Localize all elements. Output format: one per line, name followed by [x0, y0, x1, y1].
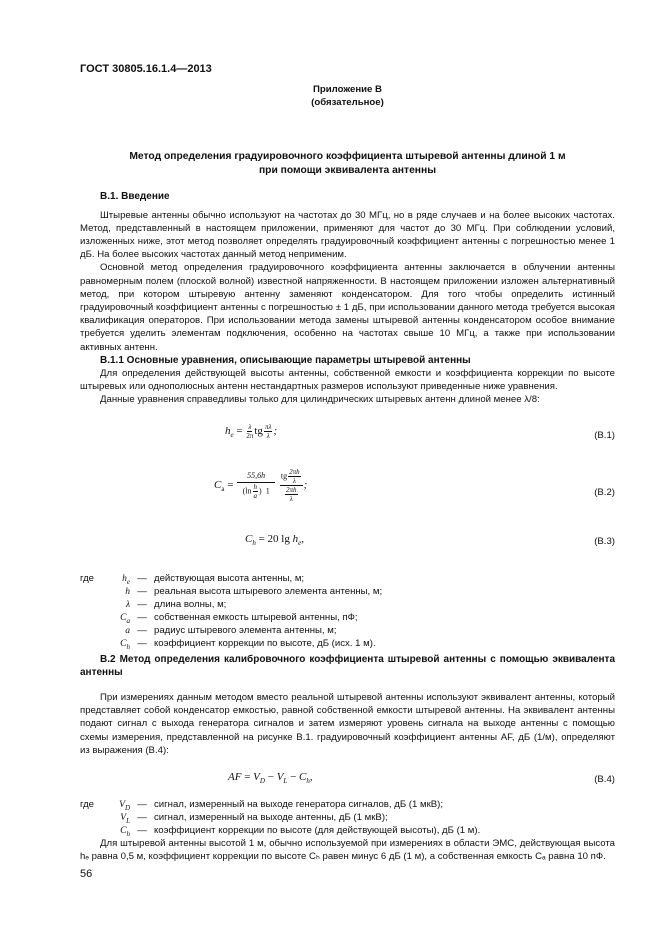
variable-item: $V_L$ — сигнал, измеренный на выходе антенны, дБ (1 мкВ); [80, 811, 615, 824]
section-b11-heading: В.1.1 Основные уравнения, описывающие параметры штыревой антенны [100, 354, 471, 366]
variable-description: сигнал, измеренный на выходе антенны, дБ (1 мкВ); [154, 812, 388, 824]
variable-item: $C_h$ — коэффициент коррекции по высоте, дБ (исх. 1 м). [80, 637, 615, 650]
variable-description: радиус штыревого элемента антенны, м; [154, 624, 337, 636]
equation-number: (В.2) [594, 486, 615, 498]
symbol: C [120, 611, 127, 623]
variable-description: коэффициент коррекции по высоте (для действующей высоты), дБ (1 м). [154, 825, 481, 837]
variable-item: h — реальная высота штыревого элемента антенны, м; [80, 585, 615, 598]
formula: $h_e$ = $\frac{\lambda}{2\pi}$ tg $\frac{\pi\lambda}{\lambda}$ ; [225, 422, 278, 440]
symbol: V [120, 812, 127, 824]
paragraph: При измерениях данным методом вместо реальной штыревой антенны используют эквивалент антенны, который представляет собой конденсатор емкостью, равной собственной емкости штыревой антенны. На эквивалент антенны подают сигнал с выхода генератора сигналов и затем измеряют уровень сигнала на выходе антенны с помощью схемы измерения, представленной на рисунке В.1. градуировочный коэффициент антенны AF, дБ (1/м), определяют из выражения (В.4): [80, 692, 615, 756]
where-label: где [80, 572, 95, 584]
paragraph: Основной метод определения градуировочного коэффициента антенны заключается в облучении антенны равномерным полем (плоской волной) известной напряженности. В настоящем приложении изложен альтернативный метод, при котором штыревую антенну заменяют конденсатором. Для того чтобы определить истинный градуировочный коэффициент антенны с погрешностью ± 1 дБ, при использовании данного метода требуется высокая квалификация операторов. При использовании метода замены штыревой антенны конденсатором особое внимание требуется уделить элементам подключения, особенно на частотах свыше 10 МГц, а также при использовании активных антенн. [80, 262, 615, 353]
symbol: λ [125, 598, 130, 610]
variable-item: где $V_D$ — сигнал, измеренный на выходе генератора сигналов, дБ (1 мкВ); [80, 798, 615, 811]
variable-description: длина волны, м; [154, 598, 227, 610]
variable-item: $C_a$ — собственная емкость штыревой антенны, пФ; [80, 611, 615, 624]
paragraph: Для штыревой антенны высотой 1 м, обычно используемой при измерениях в области ЭМС, действующая высота hₑ равна 0,5 м, коэффициент коррекции по высоте Cₕ равен минус 6 дБ (1 м), а собственная емкость Cₐ равна 10 пФ. [80, 838, 615, 863]
equation-b2 [80, 466, 615, 518]
paragraph: Данные уравнения справедливы только для цилиндрических штыревых антенн длиной менее λ/8: [100, 394, 540, 406]
equation-b3 [80, 533, 615, 553]
subscript: h [126, 642, 130, 651]
symbol: C [120, 637, 127, 649]
variable-item: a — радиус штыревого элемента антенны, м; [80, 624, 615, 637]
section-b1-heading: В.1. Введение [100, 191, 170, 203]
subscript: L [126, 816, 130, 825]
page-title-line-1: Метод определения градуировочного коэффициента штыревой антенны длиной 1 м [129, 151, 566, 163]
variable-item: где $h_e$ — действующая высота антенны, м; [80, 572, 615, 585]
variable-item: λ — длина волны, м; [80, 598, 615, 611]
section-b2-heading: В.2 Метод определения калибровочного коэффициента штыревой антенны с помощью эквивалента антенны [80, 653, 615, 678]
variable-description: сигнал, измеренный на выходе генератора сигналов, дБ (1 мкВ); [154, 799, 444, 811]
variable-list [80, 798, 615, 837]
symbol: h [125, 585, 130, 597]
annex-status: (обязательное) [311, 97, 384, 109]
formula: $C_a$ = 55,6h (ln $\frac{h}{a}$ ) 1 tg 2πh λ 2πh λ ; [214, 467, 308, 503]
subscript: e [126, 577, 130, 586]
variable-list [80, 572, 615, 650]
symbol: C [120, 825, 127, 837]
equation-number: (В.1) [594, 429, 615, 441]
formula: $C_h = 20$ $\lg h_e$, [245, 532, 304, 547]
symbol: V [119, 799, 125, 811]
annex-title: Приложение В [313, 84, 382, 95]
document-page [80, 0, 615, 881]
variable-description: действующая высота антенны, м; [154, 572, 305, 584]
symbol: a [125, 624, 130, 636]
equation-number: (В.3) [594, 535, 615, 547]
document-header: ГОСТ 30805.16.1.4—2013 [80, 63, 212, 75]
equation-b1 [80, 421, 615, 461]
subscript: h [126, 829, 130, 838]
equation-number: (В.4) [594, 774, 615, 786]
formula: AF = $V_D - V_L - C_h$, [228, 771, 313, 786]
subscript: a [126, 616, 130, 625]
variable-description: собственная емкость штыревой антенны, пФ; [154, 611, 358, 623]
paragraph: Для определения действующей высоты антенны, собственной емкости и коэффициента коррекции по высоте штыревых или однополюсных антенн нестандартных размеров используют приведенные ниже уравнения. [80, 368, 615, 393]
symbol: h [122, 572, 127, 584]
page-title-line-2: при помощи эквивалента антенны [258, 165, 437, 177]
variable-description: коэффициент коррекции по высоте, дБ (исх. 1 м). [154, 637, 376, 649]
equation-b4 [80, 771, 615, 791]
variable-description: реальная высота штыревого элемента антенны, м; [154, 585, 383, 597]
subscript: D [124, 803, 130, 812]
variable-item: $C_h$ — коэффициент коррекции по высоте (для действующей высоты), дБ (1 м). [80, 824, 615, 837]
where-label: где [80, 799, 95, 811]
page-number: 56 [80, 868, 93, 881]
paragraph: Штыревые антенны обычно используют на частотах до 30 МГц, но в ряде случаев и на более высоких частотах. Метод, представленный в настоящем приложении, применяют для частот до 30 МГц. При соблюдении условий, изложенных ниже, этот метод позволяет определять градуировочный коэффициент антенны с погрешностью менее 1 дБ. На более высоких частотах данный метод неприменим. [80, 209, 615, 261]
